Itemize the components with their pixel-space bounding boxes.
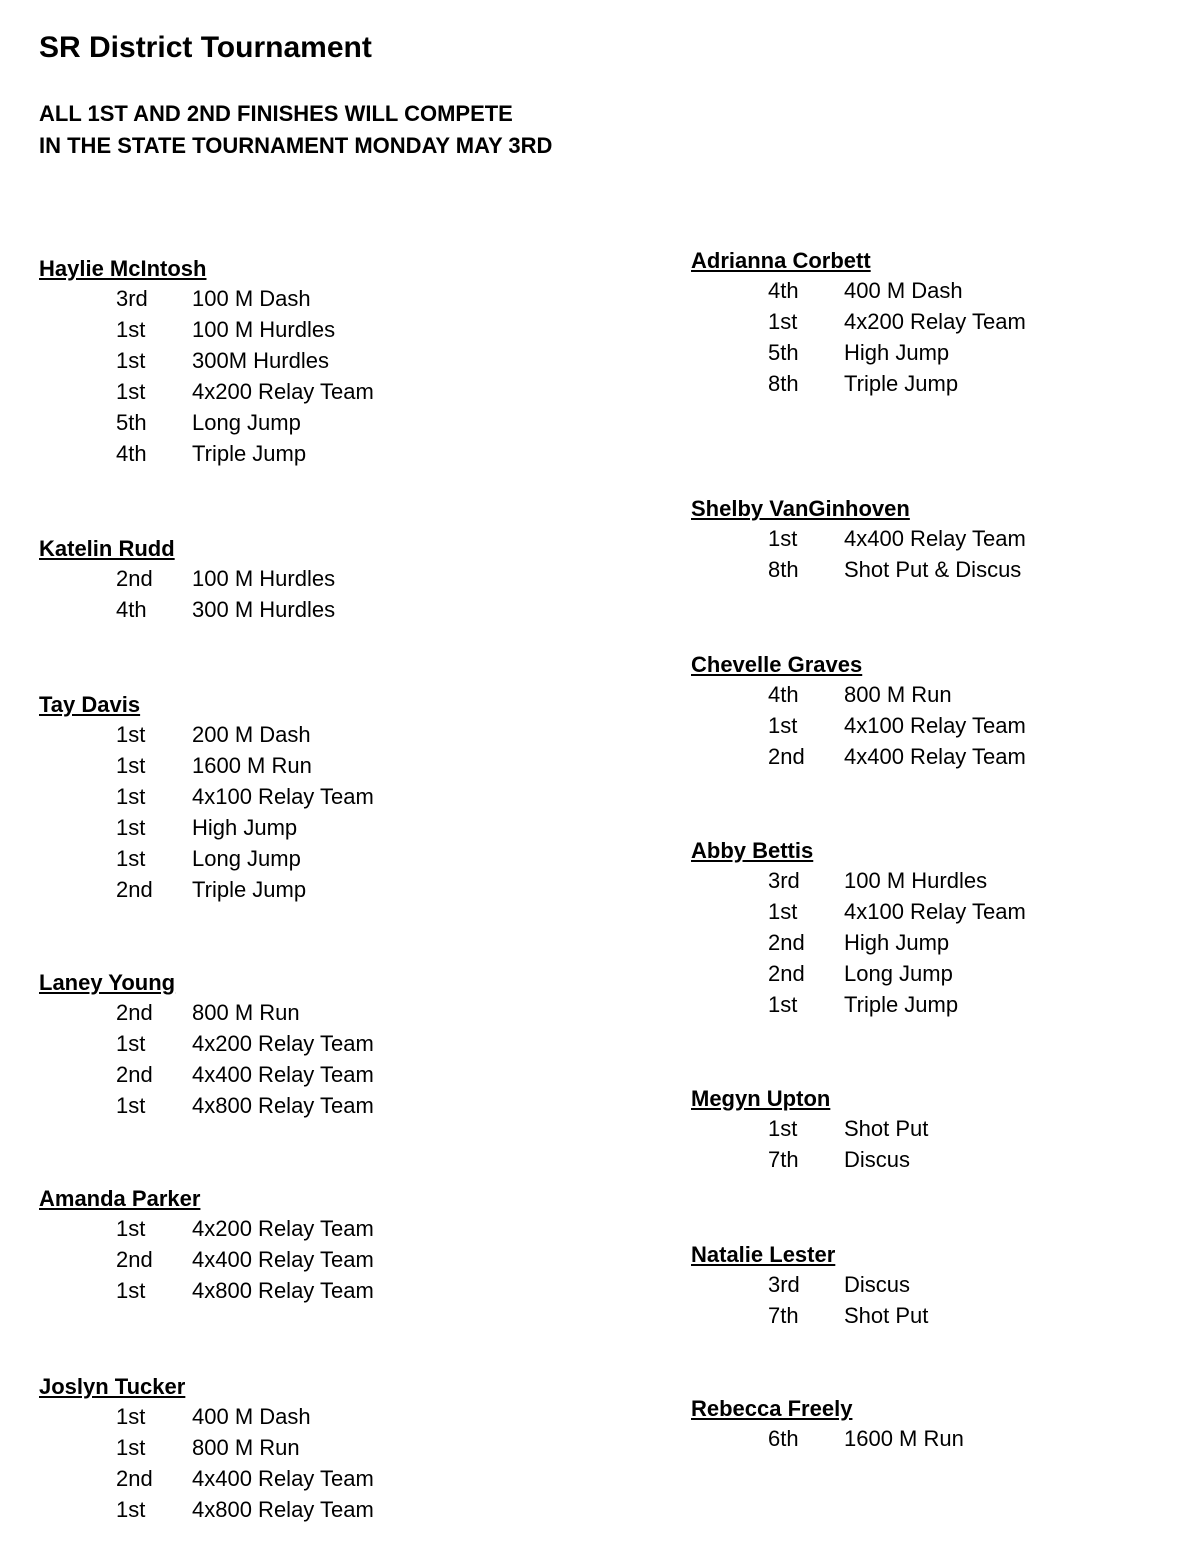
result-row [39,314,499,345]
result-place: 1st [768,309,798,334]
result-row [39,1028,499,1059]
result-event: 800 M Run [192,1000,300,1025]
result-event: High Jump [844,930,950,955]
result-row [39,376,499,407]
athlete-block [691,651,1151,772]
result-row [691,1269,1151,1300]
result-row [39,843,499,874]
result-place: 1st [116,348,146,373]
result-place: 3rd [116,286,148,311]
athlete-block [691,1085,1151,1175]
result-event: 100 M Dash [192,286,311,311]
athlete-name: Tay Davis [39,692,141,717]
result-row [691,679,1151,710]
result-row [39,997,499,1028]
result-place: 1st [116,1404,146,1429]
result-place: 1st [116,1216,146,1241]
athlete-block [39,691,499,905]
result-event: 100 M Hurdles [844,868,988,893]
result-place: 1st [768,992,798,1017]
result-event: 300M Hurdles [192,348,329,373]
athlete-name: Katelin Rudd [39,536,175,561]
result-place: 8th [768,371,799,396]
result-place: 1st [116,1093,146,1118]
result-row [691,958,1151,989]
result-event: Long Jump [844,961,953,986]
result-place: 2nd [116,566,153,591]
result-place: 2nd [768,961,805,986]
result-row [39,874,499,905]
result-place: 1st [768,899,798,924]
athlete-name: Haylie McIntosh [39,256,207,281]
athlete-block [691,837,1151,1020]
result-place: 3rd [768,868,800,893]
result-place: 1st [116,1435,146,1460]
result-place: 1st [116,1031,146,1056]
result-row [39,345,499,376]
result-place: 4th [116,441,147,466]
result-event: 4x400 Relay Team [192,1247,374,1272]
result-place: 1st [116,1497,146,1522]
athlete-name: Rebecca Freely [691,1396,853,1421]
result-place: 1st [116,722,146,747]
athlete-block [691,247,1151,399]
result-event: 300 M Hurdles [192,597,336,622]
result-event: 4x800 Relay Team [192,1497,374,1522]
result-place: 1st [116,1278,146,1303]
result-place: 4th [116,597,147,622]
result-place: 5th [116,410,147,435]
result-place: 4th [768,278,799,303]
athlete-block [691,495,1151,585]
result-place: 2nd [768,930,805,955]
result-event: Long Jump [192,846,301,871]
result-row [691,865,1151,896]
result-event: 4x200 Relay Team [192,1216,374,1241]
document-title: SR District Tournament [39,31,372,64]
result-place: 7th [768,1147,799,1172]
athlete-block [691,1241,1151,1331]
result-row [691,989,1151,1020]
result-event: 4x400 Relay Team [844,526,1026,551]
result-event: 800 M Run [192,1435,300,1460]
athlete-block [39,535,499,625]
result-row [691,554,1151,585]
result-place: 1st [768,713,798,738]
result-row [691,741,1151,772]
result-place: 1st [116,753,146,778]
result-event: 4x200 Relay Team [192,1031,374,1056]
result-place: 5th [768,340,799,365]
result-event: 4x200 Relay Team [192,379,374,404]
result-row [39,1213,499,1244]
result-row [691,896,1151,927]
athlete-name: Adrianna Corbett [691,248,871,273]
result-event: Triple Jump [844,371,959,396]
result-event: 4x400 Relay Team [192,1466,374,1491]
result-row [39,812,499,843]
athlete-block [39,255,499,469]
result-place: 1st [116,846,146,871]
result-event: Discus [844,1147,911,1172]
notice-line: IN THE STATE TOURNAMENT MONDAY MAY 3RD [39,133,553,158]
result-row [691,337,1151,368]
athlete-name: Shelby VanGinhoven [691,496,910,521]
result-place: 8th [768,557,799,582]
result-row [39,1432,499,1463]
result-row [39,750,499,781]
result-row [39,1275,499,1306]
result-place: 2nd [116,877,153,902]
result-place: 6th [768,1426,799,1451]
result-event: Triple Jump [192,877,307,902]
result-place: 1st [768,1116,798,1141]
result-event: 4x400 Relay Team [844,744,1026,769]
result-event: 4x400 Relay Team [192,1062,374,1087]
result-event: Shot Put & Discus [844,557,1022,582]
athlete-block [691,1395,1151,1454]
result-event: 800 M Run [844,682,952,707]
result-event: 400 M Dash [192,1404,311,1429]
result-row [39,781,499,812]
result-row [691,275,1151,306]
result-row [39,1463,499,1494]
result-event: Shot Put [844,1116,929,1141]
result-row [691,1113,1151,1144]
result-event: High Jump [192,815,298,840]
athlete-name: Amanda Parker [39,1186,201,1211]
result-row [691,306,1151,337]
athlete-name: Joslyn Tucker [39,1374,186,1399]
athlete-block [39,969,499,1121]
result-event: 4x100 Relay Team [844,713,1026,738]
result-event: 4x100 Relay Team [844,899,1026,924]
result-event: 100 M Hurdles [192,317,336,342]
result-row [39,1090,499,1121]
result-row [39,594,499,625]
result-event: 200 M Dash [192,722,311,747]
athlete-name: Chevelle Graves [691,652,863,677]
result-row [39,563,499,594]
result-event: 4x200 Relay Team [844,309,1026,334]
athlete-name: Abby Bettis [691,838,814,863]
result-event: 4x800 Relay Team [192,1278,374,1303]
result-event: Discus [844,1272,911,1297]
state-tournament-notice [39,98,552,162]
athlete-name: Natalie Lester [691,1242,836,1267]
result-place: 1st [116,815,146,840]
result-place: 1st [116,784,146,809]
result-event: 4x100 Relay Team [192,784,374,809]
result-place: 2nd [116,1062,153,1087]
result-event: 1600 M Run [192,753,312,778]
result-row [691,710,1151,741]
athlete-name: Laney Young [39,970,176,995]
result-row [39,1059,499,1090]
result-row [39,1494,499,1525]
athlete-block [39,1373,499,1525]
result-event: 400 M Dash [844,278,963,303]
result-place: 1st [116,317,146,342]
result-place: 1st [768,526,798,551]
result-place: 2nd [116,1466,153,1491]
result-row [691,1144,1151,1175]
notice-line: ALL 1ST AND 2ND FINISHES WILL COMPETE [39,101,513,126]
result-event: High Jump [844,340,950,365]
result-place: 2nd [116,1247,153,1272]
result-row [691,368,1151,399]
result-row [691,1300,1151,1331]
result-event: Long Jump [192,410,301,435]
result-place: 3rd [768,1272,800,1297]
result-place: 2nd [116,1000,153,1025]
result-row [691,1423,1151,1454]
result-event: 4x800 Relay Team [192,1093,374,1118]
result-row [39,407,499,438]
result-row [39,438,499,469]
result-row [39,1244,499,1275]
result-event: Triple Jump [844,992,959,1017]
athlete-name: Megyn Upton [691,1086,831,1111]
result-event: Shot Put [844,1303,929,1328]
result-place: 4th [768,682,799,707]
result-place: 1st [116,379,146,404]
result-row [39,719,499,750]
result-row [691,927,1151,958]
result-event: 100 M Hurdles [192,566,336,591]
result-place: 7th [768,1303,799,1328]
result-row [691,523,1151,554]
result-event: Triple Jump [192,441,307,466]
result-row [39,283,499,314]
athlete-block [39,1185,499,1306]
result-row [39,1401,499,1432]
result-place: 2nd [768,744,805,769]
result-event: 1600 M Run [844,1426,964,1451]
